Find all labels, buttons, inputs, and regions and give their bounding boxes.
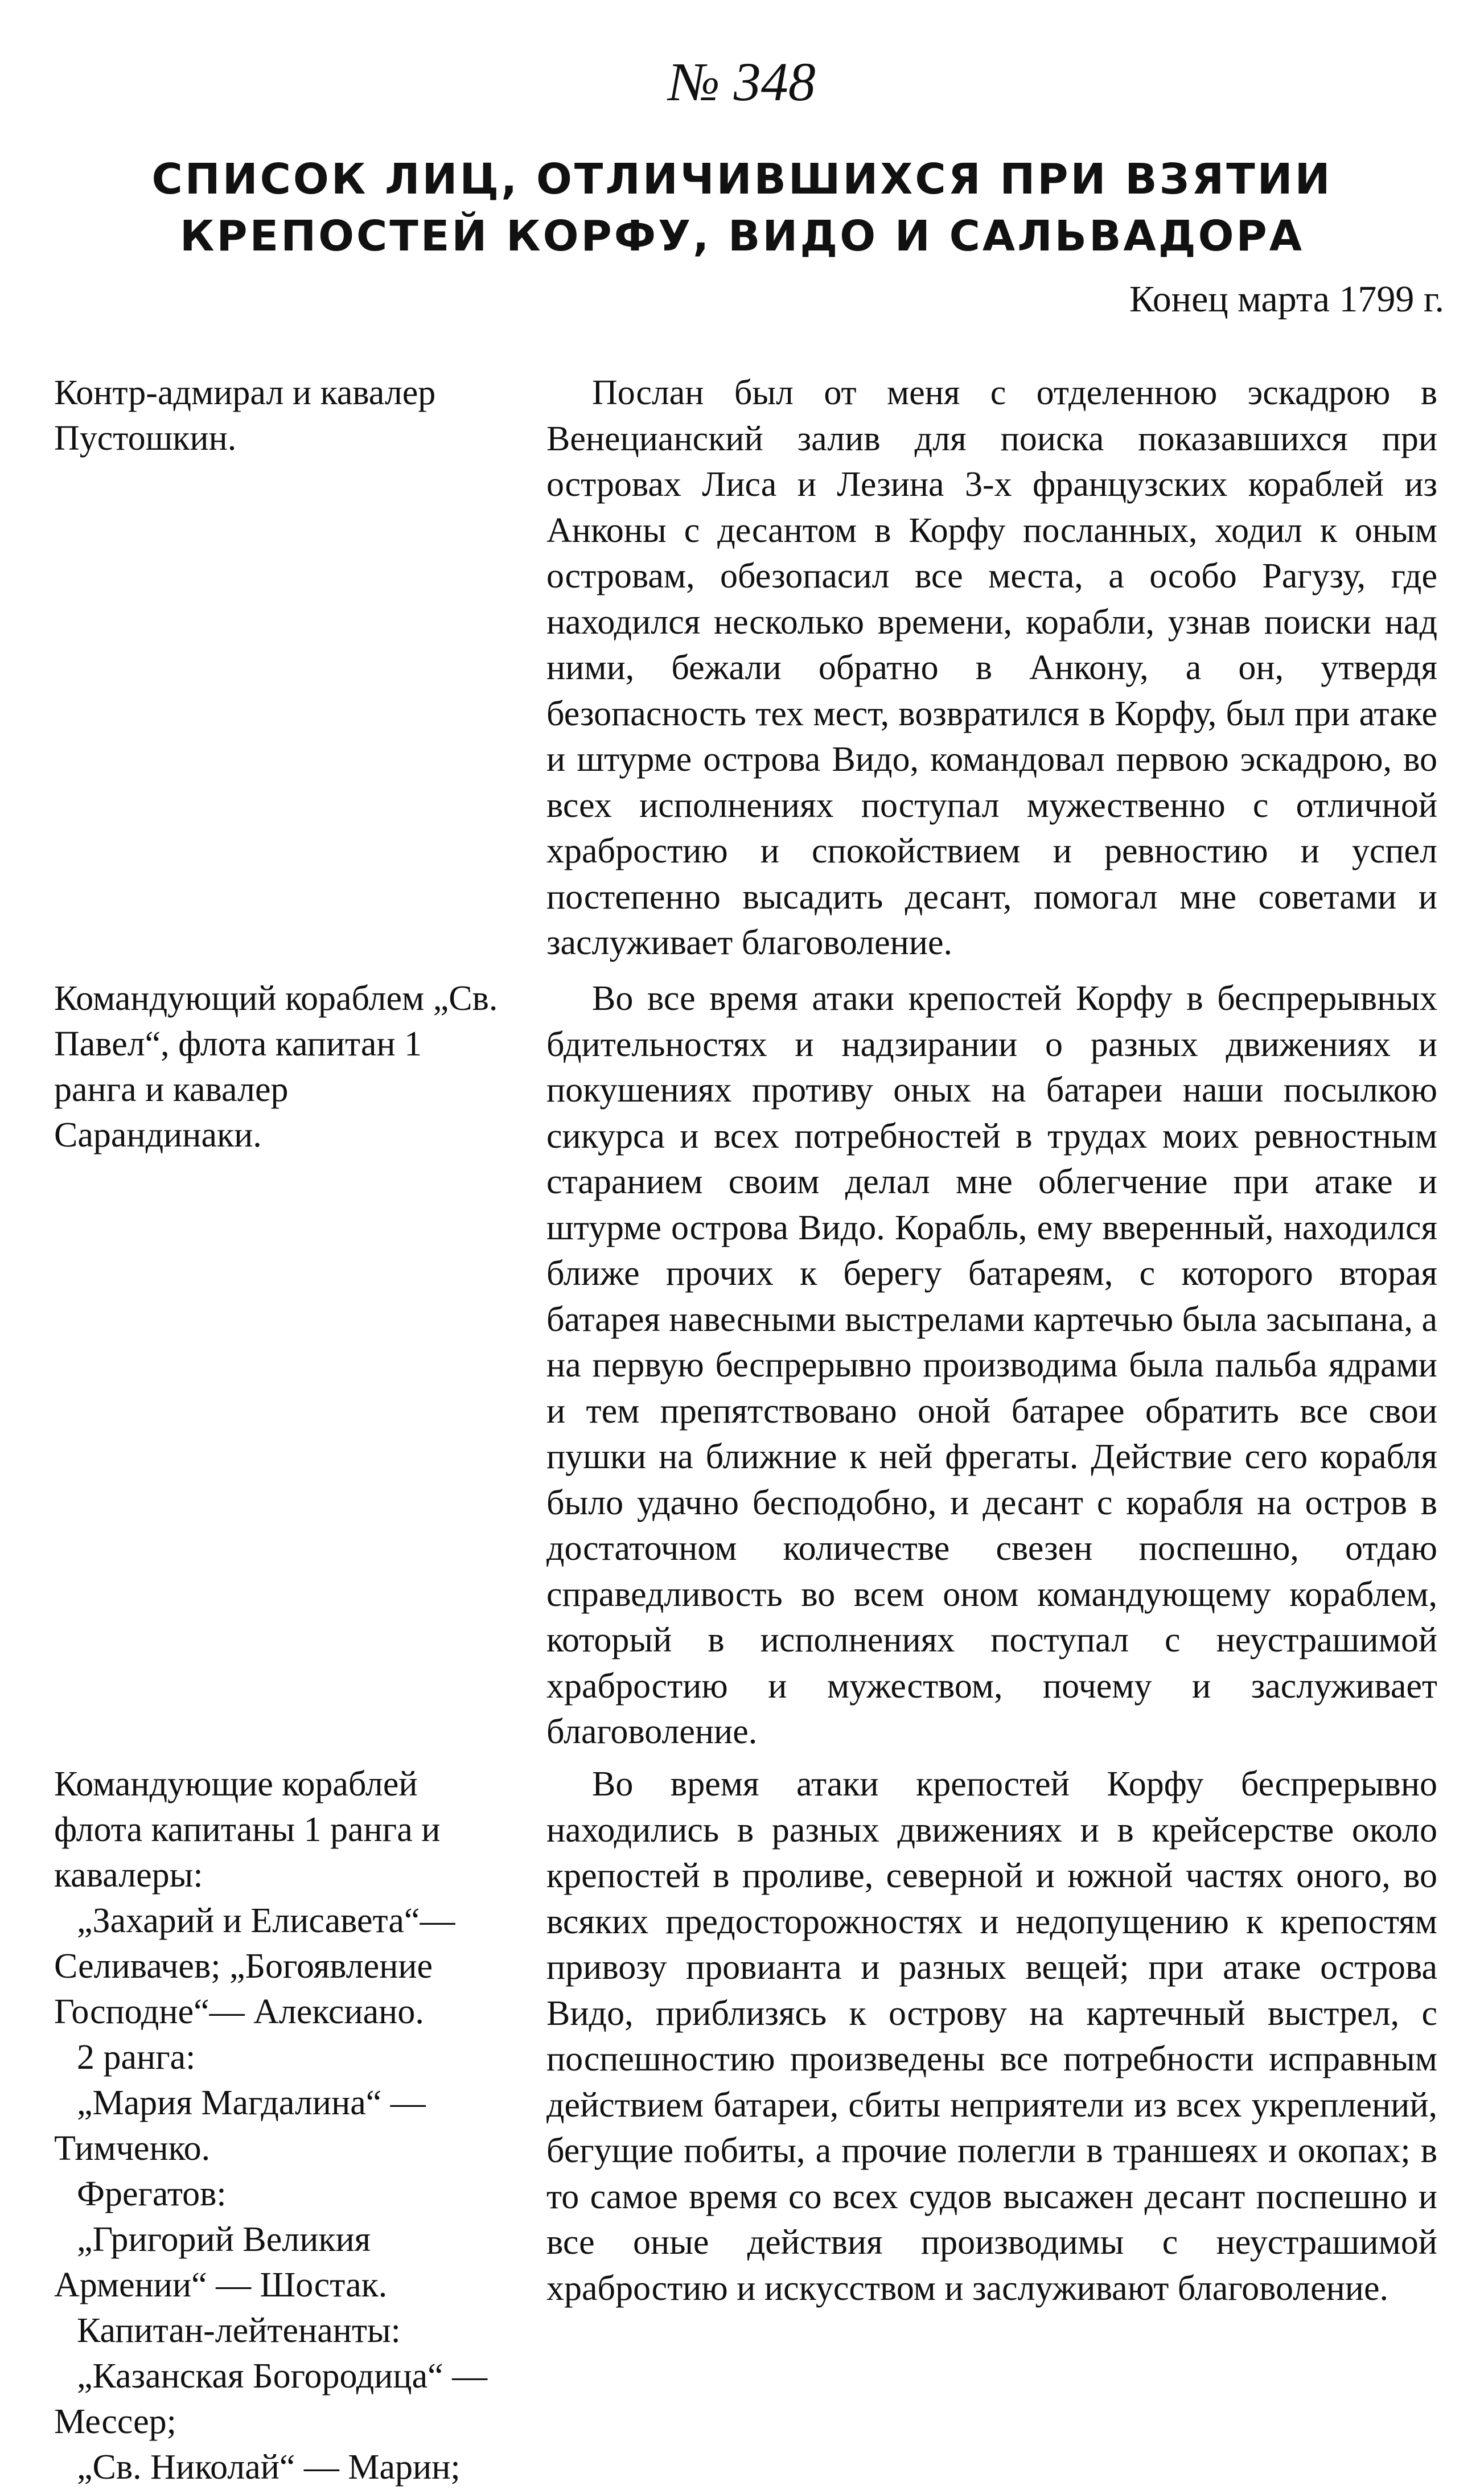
person-line: „Св. Николай“ — Марин; [77,2448,461,2487]
entry-3-text [546,1761,1437,2318]
person-line: „Мария Магдалина“ — Тимченко. [54,2084,426,2168]
person-name: Командующий кораблем „Св. Павел“, флота капитан 1 ранга и кавалер Сарандинаки. [54,979,498,1154]
entry-paragraph: Послан был от меня с отделенною эскадрою в Венецианский залив для поиска показавшихся при островах Лиса и Лезина 3-х французских кораблей из Анконы с десантом в Корфу посланных, ходил к оным островам, обезопасил все места, а особо Рагузу, где находился несколько времени, корабли, узнав поиски над ними, бежали обратно в Анкону, а он, утвердя безопасность тех мест, возвратился в Корфу, был при атаке и штурме острова Видо, командовал первою эскадрою, во всех исполнениях поступал мужественно с отличной храбростию и спокойствием и ревностию и успел постепенно высадить десант, помогал мне советами и заслуживает благоволение. [546,373,1437,962]
document-date: Конец марта 1799 г. [1129,278,1444,320]
person-line: 2 ранга: [77,2038,196,2077]
entry-1-text [546,370,1437,973]
entry-paragraph: Во время атаки крепостей Корфу беспрерывно находились в разных движениях и в крейсерстве около крепостей в проливе, северной и южной частях оного, во всяких предосторожностях и недопущению к крепостям привозу провианта и разных вещей; при атаке острова Видо, приблизясь к острову на картечный выстрел, с поспешностию произведены все потребности исправным действием батареи, сбиты неприятели из всех укреплений, бегущие побиты, а прочие полегли в траншеях и окопах; в то самое время со всех судов высажен десант поспешно и все оные действия производимы с неустрашимой храбростию и искусством и заслуживают благоволение. [546,1765,1437,2308]
page-number: № 348 [668,51,816,112]
person-line: „Григорий Великия Армении“ — Шостак. [54,2220,388,2304]
document-title: СПИСОК ЛИЦ, ОТЛИЧИВШИХСЯ ПРИ ВЗЯТИИ КРЕПОСТЕЙ КОРФУ, ВИДО И САЛЬВАДОРА [151,155,1333,261]
person-line: „Казанская Богородица“ — Мессер; [54,2357,488,2441]
person-line: Командующие кораблей флота капитаны 1 ранга и кавалеры: [54,1765,441,1895]
entry-paragraph: Во все время атаки крепостей Корфу в беспрерывных бдительностях и надзирании о разных движениях и покушениях противу оных на батареи наши посылкою сикурса и всех потребностей в трудах моих ревностным старанием своим делал мне облегчение при атаке и штурме острова Видо. Корабль, ему вверенный, находился ближе прочих к берегу батареям, с которого вторая батарея навесными выстрелами картечью была засыпана, а на первую беспрерывно производима была пальба ядрами и тем препятствовано оной батарее обратить все свои пушки на ближние к ней фрегаты. Действие сего корабля было удачно бесподобно, и десант с корабля на остров в достаточном количестве свезен поспешно, отдаю справедливость во всем оном командующему кораблем, который в исполнениях поступал с неустрашимой храбростию и мужеством, почему и заслуживает благоволение. [546,979,1437,1751]
person-line: Фрегатов: [77,2175,227,2213]
person-line: Капитан-лейтенанты: [77,2311,401,2350]
entry-2-person [54,976,498,1158]
entry-3-persons [54,1761,498,2490]
entry-2-text [546,976,1437,1762]
person-name: Контр-адмирал и кавалер Пустошкин. [54,373,436,458]
entry-1-person [54,370,498,461]
person-line: „Захарий и Елисавета“— Селивачев; „Богоявление Господне“— Алексиано. [54,1901,455,2031]
